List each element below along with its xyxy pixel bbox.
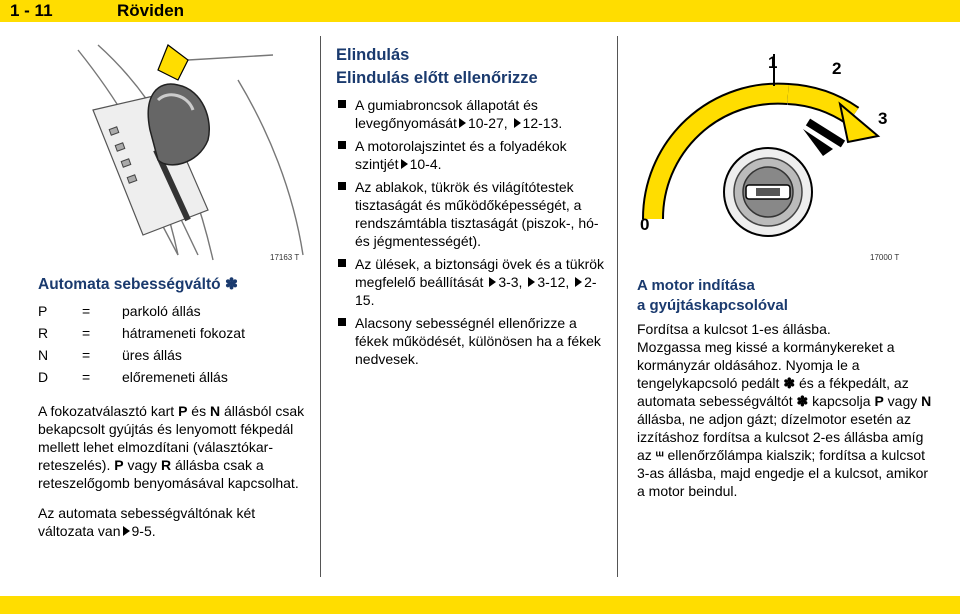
legend-eq: = xyxy=(82,347,91,363)
transmission-symbol-icon: ✽ xyxy=(224,276,238,293)
glow-plug-icon: ᵚ xyxy=(655,447,664,463)
legend-desc: hátrameneti fokozat xyxy=(122,325,245,341)
heading-checklist: Elindulás előtt ellenőrizze xyxy=(336,69,538,87)
page-reference: 2-15. xyxy=(355,274,597,308)
reference-arrow-icon xyxy=(489,277,496,287)
page-reference: 12-13. xyxy=(522,115,563,131)
reference-arrow-icon xyxy=(575,277,582,287)
legend-row xyxy=(38,322,313,344)
column-divider-1 xyxy=(320,36,321,577)
left-column xyxy=(38,274,313,540)
text-span: állásba csak a reteszelőgomb benyomásával kapcsolhat. xyxy=(38,457,299,491)
ignition-position-label: 3 xyxy=(878,109,888,128)
checklist xyxy=(336,96,608,368)
ignition-switch-illustration xyxy=(628,44,948,259)
gear-legend xyxy=(38,300,313,388)
title-line: A motor indítása xyxy=(637,277,755,294)
ignition-position-label: 2 xyxy=(832,59,842,78)
item-text: Az ablakok, tükrök és világítótestek tisztaságát és működőképességét, a rendszámtábla tisztaságát (piszok-, hó- és jégmentességét). xyxy=(355,179,599,249)
legend-row xyxy=(38,344,313,366)
gear-shifter-illustration xyxy=(38,40,310,265)
bullet-icon xyxy=(338,182,346,190)
title-text: Automata sebességváltó xyxy=(38,276,221,293)
reference-arrow-icon xyxy=(514,118,521,128)
legend-eq: = xyxy=(82,325,91,341)
legend-row xyxy=(38,366,313,388)
text-span: kapcsolja xyxy=(812,393,871,409)
list-item xyxy=(336,178,608,250)
page-reference: 10-4. xyxy=(409,156,442,172)
item-text: Az ülések, a biztonsági övek és a tükrök megfelelő beállítását xyxy=(355,256,605,290)
page-number: 1 - 11 xyxy=(10,1,53,20)
reference-arrow-icon xyxy=(459,118,466,128)
variants-paragraph xyxy=(38,504,313,540)
legend-row xyxy=(38,300,313,322)
gear-r: R xyxy=(160,457,172,473)
ignition-position-label: 0 xyxy=(640,215,650,234)
legend-key: N xyxy=(38,347,49,363)
gear-p: P xyxy=(114,457,124,473)
gear-n: N xyxy=(921,393,932,409)
transmission-symbol-icon: ✽ xyxy=(796,393,809,409)
page-reference: 3-12, xyxy=(537,274,570,290)
legend-eq: = xyxy=(82,303,91,319)
text-span: és a fékpedált, az automata sebességváltót xyxy=(637,375,909,409)
section-title: Röviden xyxy=(117,1,185,20)
gear-p: P xyxy=(178,403,188,419)
reference-arrow-icon xyxy=(528,277,535,287)
figure-code: 17000 T xyxy=(870,253,900,262)
heading-start: Elindulás xyxy=(336,46,410,64)
item-text: A motorolajszintet és a folyadékok szintjét xyxy=(355,138,567,172)
text-span: állásba, ne adjon gázt; dízelmotor esetén az izzításhoz fordítsa a kulcsot 2-es állásba amíg az xyxy=(637,411,924,463)
gear-n: N xyxy=(210,403,221,419)
text-span: ellenőrzőlámpa kialszik; fordítsa a kulcsot 3-as állásba, majd engedje el a kulcsot, amikor a motor beindul. xyxy=(637,447,929,499)
list-item xyxy=(336,314,608,368)
legend-desc: parkoló állás xyxy=(122,303,201,319)
ignition-position-label: 1 xyxy=(768,53,778,72)
legend-eq: = xyxy=(82,369,91,385)
legend-desc: üres állás xyxy=(122,347,182,363)
text-span: állásból csak bekapcsolt gyújtás és lenyomott fékpedál mellett lehet elmozdítani (választókar-reteszelés). xyxy=(38,403,305,473)
bullet-icon xyxy=(338,141,346,149)
legend-key: P xyxy=(38,303,48,319)
legend-key: D xyxy=(38,369,49,385)
automatic-transmission-title xyxy=(38,274,313,296)
gear-p: P xyxy=(874,393,884,409)
reference-arrow-icon xyxy=(123,526,130,536)
figure-code: 17163 T xyxy=(270,253,300,262)
list-item xyxy=(336,96,608,132)
item-text: Alacsony sebességnél ellenőrizze a fékek működését, különösen ha a fékek nedvesek. xyxy=(355,315,601,367)
middle-column xyxy=(336,44,608,373)
step-turn-key: Fordítsa a kulcsot 1-es állásba. xyxy=(637,321,831,337)
bullet-icon xyxy=(338,318,346,326)
page-reference: 9-5. xyxy=(131,523,156,539)
selector-lock-paragraph xyxy=(38,402,313,492)
footer-bar xyxy=(0,596,960,614)
manual-transmission-icon: ✽ xyxy=(783,375,796,391)
column-divider-2 xyxy=(617,36,618,577)
page-reference: 10-27, xyxy=(467,115,508,131)
legend-key: R xyxy=(38,325,49,341)
engine-start-title xyxy=(637,276,937,316)
text-span: és xyxy=(187,403,210,419)
bullet-icon xyxy=(338,259,346,267)
page-reference: 3-3, xyxy=(498,274,523,290)
item-text: A gumiabroncsok állapotát és levegőnyomását xyxy=(355,97,538,131)
list-item xyxy=(336,137,608,173)
text-span: vagy xyxy=(123,457,161,473)
text-span: Mozgassa meg kissé a kormánykereket a kormányzár oldásához. Nyomja le a tengelykapcsoló pedált xyxy=(637,339,895,391)
reference-arrow-icon xyxy=(401,159,408,169)
text-span: A fokozatválasztó kart xyxy=(38,403,179,419)
legend-desc: előremeneti állás xyxy=(122,369,228,385)
text-span: Az automata sebességváltónak két változata van xyxy=(38,505,256,539)
title-line: a gyújtáskapcsolóval xyxy=(637,297,788,314)
bullet-icon xyxy=(338,100,346,108)
start-instructions xyxy=(637,338,937,500)
list-item xyxy=(336,255,608,309)
text-span: vagy xyxy=(883,393,922,409)
right-column xyxy=(637,276,937,500)
